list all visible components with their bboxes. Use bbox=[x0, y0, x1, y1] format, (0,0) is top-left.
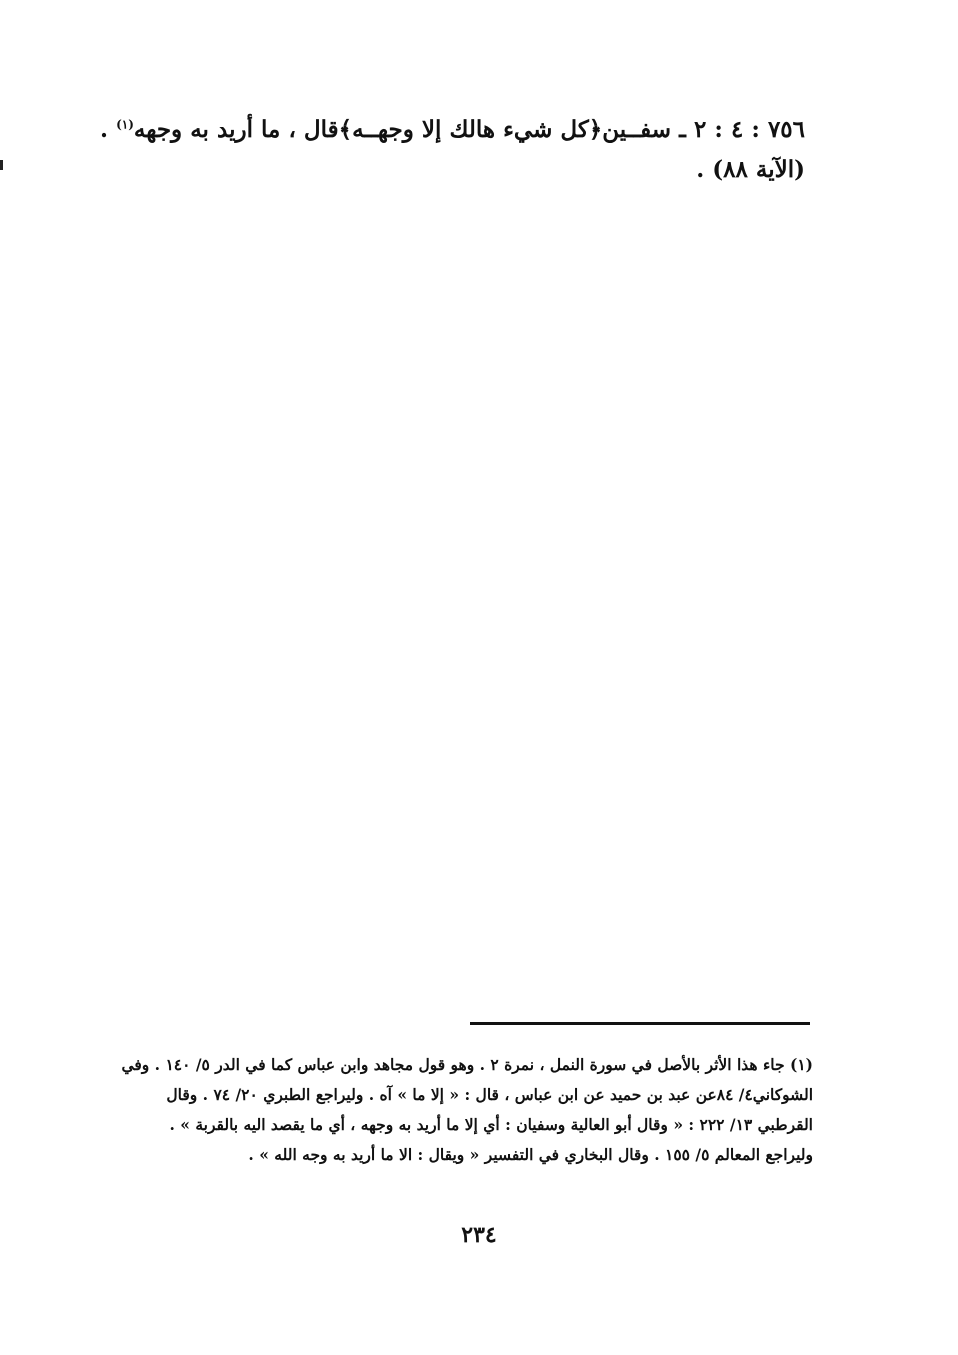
entry-paragraph bbox=[100, 110, 805, 190]
entry-number: ٧٥٦ : ٤ : ٢ ـ bbox=[679, 116, 805, 143]
footnote-reference[interactable]: (١) bbox=[116, 117, 134, 132]
margin-mark bbox=[0, 160, 3, 170]
entry-ending: . (الآية ٨٨) . bbox=[100, 116, 805, 183]
page-number: ٢٣٤ bbox=[461, 1222, 497, 1248]
footnote-line: القرطبي ١٣/ ٢٢٢ : « وقال أبو العالية وسفيان : أي إلا ما أريد به وجهه ، أي ما يقصد اليه بالقربة » . bbox=[169, 1115, 813, 1134]
footnote bbox=[118, 1050, 813, 1170]
entry-text: قال ، ما أريد به وجهه bbox=[133, 116, 339, 143]
footnote-line: الشوكاني٤/ ٨٤عن عبد بن حميد عن ابن عباس ، قال : « إلا ما » آه . وليراجع الطبري ٢٠/ ٧٤ . وقال bbox=[166, 1085, 813, 1104]
quote-text: كل شيء هالك إلا وجهــه bbox=[352, 116, 589, 143]
footnote-separator bbox=[470, 1022, 810, 1025]
quote-close-brace: ﴾ bbox=[338, 116, 353, 143]
footnote-line: وليراجع المعالم ٥/ ١٥٥ . وقال البخاري في التفسير « ويقال : الا ما أريد به وجه الله » . bbox=[248, 1145, 813, 1164]
footnote-line: (١) جاء هذا الأثر بالأصل في سورة النمل ، نمرة ٢ . وهو قول مجاهد وابن عباس كما في الدر ٥/ ١٤٠ . وفي bbox=[121, 1055, 813, 1074]
quote-open-brace: ﴿ bbox=[588, 116, 603, 143]
entry-intro: سفــين bbox=[602, 116, 672, 143]
quran-quote bbox=[339, 116, 603, 143]
